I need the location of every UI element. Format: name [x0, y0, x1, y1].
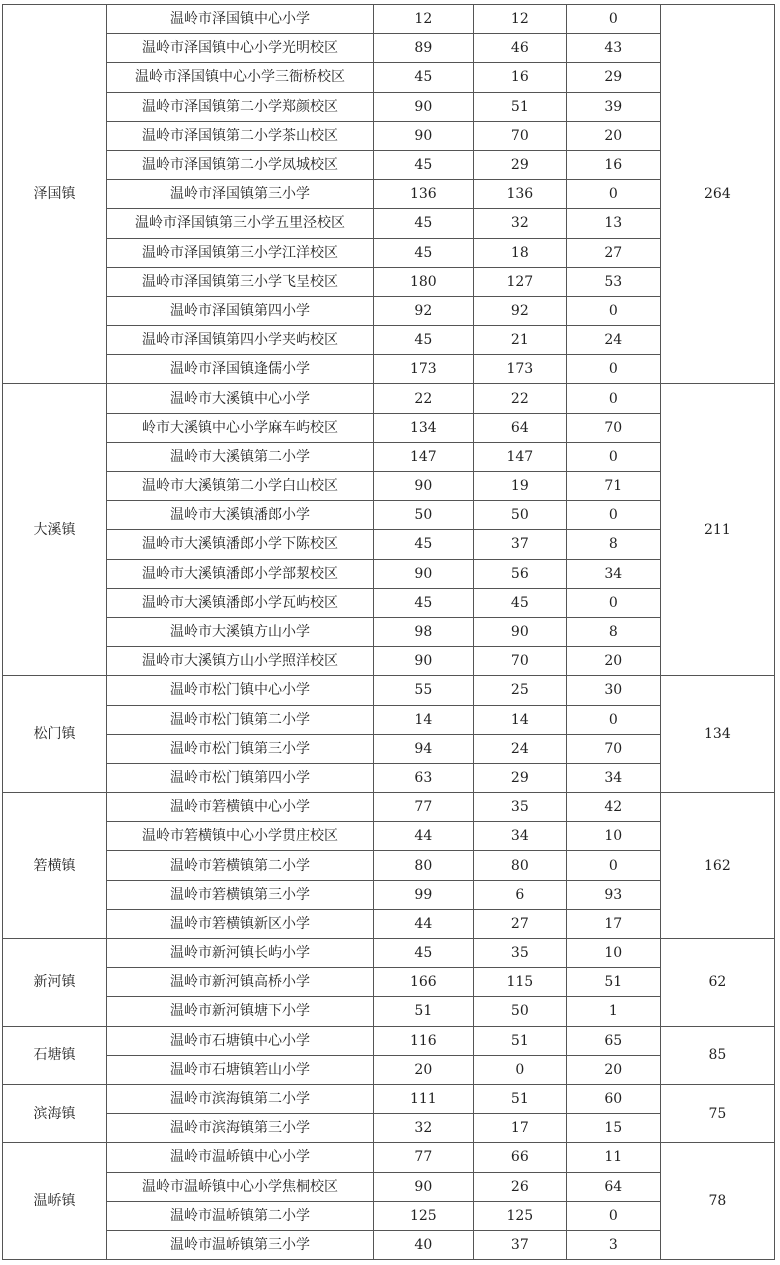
value-c-cell: 17: [566, 909, 660, 938]
value-a-cell: 94: [373, 734, 473, 763]
table-row: [3, 997, 775, 1026]
school-name-cell: 温岭市大溪镇潘郎小学下陈校区: [107, 530, 374, 559]
value-b-cell: 12: [473, 5, 566, 34]
value-b-cell: 6: [473, 880, 566, 909]
value-c-cell: 71: [566, 472, 660, 501]
table-row: [3, 647, 775, 676]
value-c-cell: 65: [566, 1026, 660, 1055]
value-b-cell: 90: [473, 617, 566, 646]
value-b-cell: 46: [473, 34, 566, 63]
school-name-cell: 温岭市泽国镇中心小学三衙桥校区: [107, 63, 374, 92]
table-row: [3, 5, 775, 34]
school-name-cell: 温岭市大溪镇潘郎小学: [107, 501, 374, 530]
value-c-cell: 0: [566, 180, 660, 209]
school-name-cell: 温岭市大溪镇第二小学白山校区: [107, 472, 374, 501]
value-c-cell: 42: [566, 793, 660, 822]
value-a-cell: 90: [373, 121, 473, 150]
value-b-cell: 51: [473, 1026, 566, 1055]
school-name-cell: 温岭市大溪镇第二小学: [107, 442, 374, 471]
value-c-cell: 11: [566, 1143, 660, 1172]
value-a-cell: 77: [373, 1143, 473, 1172]
school-name-cell: 温岭市泽国镇逢儒小学: [107, 355, 374, 384]
value-c-cell: 0: [566, 442, 660, 471]
value-a-cell: 111: [373, 1084, 473, 1113]
value-b-cell: 66: [473, 1143, 566, 1172]
table-row: [3, 939, 775, 968]
value-c-cell: 8: [566, 530, 660, 559]
town-total-cell: 162: [660, 793, 774, 939]
value-b-cell: 29: [473, 150, 566, 179]
value-c-cell: 70: [566, 413, 660, 442]
school-name-cell: 温岭市大溪镇中心小学: [107, 384, 374, 413]
value-b-cell: 147: [473, 442, 566, 471]
table-row: [3, 472, 775, 501]
value-c-cell: 70: [566, 734, 660, 763]
value-b-cell: 37: [473, 530, 566, 559]
school-name-cell: 温岭市新河镇塘下小学: [107, 997, 374, 1026]
value-c-cell: 0: [566, 1201, 660, 1230]
value-a-cell: 32: [373, 1114, 473, 1143]
table-row: [3, 1230, 775, 1259]
table-row: [3, 530, 775, 559]
value-b-cell: 34: [473, 822, 566, 851]
school-enrollment-table: [2, 4, 775, 1260]
table-body: [3, 5, 775, 1260]
table-row: [3, 793, 775, 822]
table-row: [3, 968, 775, 997]
value-c-cell: 8: [566, 617, 660, 646]
table-row: [3, 150, 775, 179]
town-cell: 滨海镇: [3, 1084, 107, 1142]
value-b-cell: 136: [473, 180, 566, 209]
table-row: [3, 588, 775, 617]
value-b-cell: 80: [473, 851, 566, 880]
school-name-cell: 温岭市泽国镇第二小学凤城校区: [107, 150, 374, 179]
value-a-cell: 134: [373, 413, 473, 442]
value-a-cell: 22: [373, 384, 473, 413]
school-name-cell: 温岭市泽国镇第三小学五里泾校区: [107, 209, 374, 238]
school-name-cell: 温岭市箬横镇中心小学: [107, 793, 374, 822]
value-a-cell: 12: [373, 5, 473, 34]
value-a-cell: 45: [373, 63, 473, 92]
table-row: [3, 909, 775, 938]
value-a-cell: 99: [373, 880, 473, 909]
value-a-cell: 55: [373, 676, 473, 705]
value-c-cell: 10: [566, 939, 660, 968]
value-b-cell: 51: [473, 1084, 566, 1113]
value-a-cell: 14: [373, 705, 473, 734]
table-row: [3, 355, 775, 384]
value-a-cell: 45: [373, 209, 473, 238]
value-c-cell: 93: [566, 880, 660, 909]
value-a-cell: 166: [373, 968, 473, 997]
school-name-cell: 温岭市温峤镇中心小学: [107, 1143, 374, 1172]
table-row: [3, 851, 775, 880]
town-cell: 石塘镇: [3, 1026, 107, 1084]
value-b-cell: 50: [473, 997, 566, 1026]
town-total-cell: 75: [660, 1084, 774, 1142]
value-c-cell: 10: [566, 822, 660, 851]
school-name-cell: 温岭市大溪镇方山小学照洋校区: [107, 647, 374, 676]
table-row: [3, 238, 775, 267]
value-b-cell: 173: [473, 355, 566, 384]
value-a-cell: 45: [373, 326, 473, 355]
value-c-cell: 15: [566, 1114, 660, 1143]
value-b-cell: 35: [473, 793, 566, 822]
value-b-cell: 56: [473, 559, 566, 588]
value-c-cell: 30: [566, 676, 660, 705]
town-total-cell: 78: [660, 1143, 774, 1260]
value-c-cell: 39: [566, 92, 660, 121]
school-name-cell: 温岭市大溪镇潘郎小学瓦屿校区: [107, 588, 374, 617]
value-a-cell: 63: [373, 763, 473, 792]
school-name-cell: 温岭市滨海镇第三小学: [107, 1114, 374, 1143]
value-b-cell: 125: [473, 1201, 566, 1230]
school-name-cell: 岭市大溪镇中心小学麻车屿校区: [107, 413, 374, 442]
value-b-cell: 18: [473, 238, 566, 267]
table-row: [3, 1114, 775, 1143]
table-row: [3, 63, 775, 92]
school-name-cell: 温岭市温峤镇中心小学焦桐校区: [107, 1172, 374, 1201]
school-name-cell: 温岭市泽国镇第四小学: [107, 296, 374, 325]
value-c-cell: 34: [566, 763, 660, 792]
value-c-cell: 60: [566, 1084, 660, 1113]
table-row: [3, 1143, 775, 1172]
school-name-cell: 温岭市温峤镇第三小学: [107, 1230, 374, 1259]
table-row: [3, 1026, 775, 1055]
value-a-cell: 45: [373, 939, 473, 968]
table-row: [3, 326, 775, 355]
table-row: [3, 442, 775, 471]
value-a-cell: 90: [373, 472, 473, 501]
value-b-cell: 37: [473, 1230, 566, 1259]
town-cell: 新河镇: [3, 939, 107, 1027]
table-row: [3, 384, 775, 413]
value-c-cell: 0: [566, 705, 660, 734]
value-a-cell: 125: [373, 1201, 473, 1230]
school-name-cell: 温岭市新河镇长屿小学: [107, 939, 374, 968]
value-a-cell: 45: [373, 238, 473, 267]
school-name-cell: 温岭市泽国镇第三小学飞呈校区: [107, 267, 374, 296]
table-row: [3, 617, 775, 646]
value-c-cell: 43: [566, 34, 660, 63]
table-row: [3, 880, 775, 909]
value-c-cell: 0: [566, 5, 660, 34]
table-row: [3, 121, 775, 150]
value-a-cell: 92: [373, 296, 473, 325]
value-a-cell: 77: [373, 793, 473, 822]
value-a-cell: 44: [373, 822, 473, 851]
school-name-cell: 温岭市松门镇中心小学: [107, 676, 374, 705]
value-c-cell: 0: [566, 851, 660, 880]
school-name-cell: 温岭市箬横镇中心小学贯庄校区: [107, 822, 374, 851]
value-a-cell: 51: [373, 997, 473, 1026]
town-cell: 泽国镇: [3, 5, 107, 384]
school-name-cell: 温岭市大溪镇方山小学: [107, 617, 374, 646]
value-a-cell: 20: [373, 1055, 473, 1084]
town-total-cell: 85: [660, 1026, 774, 1084]
school-name-cell: 温岭市泽国镇第三小学江洋校区: [107, 238, 374, 267]
value-b-cell: 70: [473, 121, 566, 150]
town-total-cell: 211: [660, 384, 774, 676]
table-row: [3, 676, 775, 705]
value-c-cell: 13: [566, 209, 660, 238]
town-total-cell: 264: [660, 5, 774, 384]
value-a-cell: 89: [373, 34, 473, 63]
table-row: [3, 267, 775, 296]
school-name-cell: 温岭市泽国镇中心小学: [107, 5, 374, 34]
value-a-cell: 45: [373, 530, 473, 559]
table-row: [3, 413, 775, 442]
value-a-cell: 40: [373, 1230, 473, 1259]
value-b-cell: 127: [473, 267, 566, 296]
value-c-cell: 64: [566, 1172, 660, 1201]
value-b-cell: 32: [473, 209, 566, 238]
value-b-cell: 24: [473, 734, 566, 763]
table-row: [3, 34, 775, 63]
value-c-cell: 29: [566, 63, 660, 92]
town-total-cell: 134: [660, 676, 774, 793]
table-row: [3, 501, 775, 530]
value-c-cell: 20: [566, 121, 660, 150]
school-name-cell: 温岭市泽国镇第四小学夹屿校区: [107, 326, 374, 355]
school-name-cell: 温岭市松门镇第四小学: [107, 763, 374, 792]
value-b-cell: 16: [473, 63, 566, 92]
value-a-cell: 173: [373, 355, 473, 384]
school-name-cell: 温岭市温峤镇第二小学: [107, 1201, 374, 1230]
value-b-cell: 27: [473, 909, 566, 938]
value-b-cell: 115: [473, 968, 566, 997]
value-c-cell: 16: [566, 150, 660, 179]
town-cell: 温峤镇: [3, 1143, 107, 1260]
value-a-cell: 98: [373, 617, 473, 646]
value-b-cell: 50: [473, 501, 566, 530]
value-b-cell: 0: [473, 1055, 566, 1084]
school-name-cell: 温岭市松门镇第三小学: [107, 734, 374, 763]
value-b-cell: 92: [473, 296, 566, 325]
value-b-cell: 17: [473, 1114, 566, 1143]
table-row: [3, 296, 775, 325]
school-name-cell: 温岭市松门镇第二小学: [107, 705, 374, 734]
value-a-cell: 116: [373, 1026, 473, 1055]
value-c-cell: 0: [566, 501, 660, 530]
school-name-cell: 温岭市泽国镇第三小学: [107, 180, 374, 209]
value-b-cell: 70: [473, 647, 566, 676]
table-row: [3, 1201, 775, 1230]
school-name-cell: 温岭市大溪镇潘郎小学部洯校区: [107, 559, 374, 588]
school-name-cell: 温岭市泽国镇中心小学光明校区: [107, 34, 374, 63]
value-b-cell: 22: [473, 384, 566, 413]
town-cell: 大溪镇: [3, 384, 107, 676]
value-b-cell: 29: [473, 763, 566, 792]
value-c-cell: 24: [566, 326, 660, 355]
value-c-cell: 20: [566, 647, 660, 676]
school-name-cell: 温岭市泽国镇第二小学茶山校区: [107, 121, 374, 150]
value-c-cell: 20: [566, 1055, 660, 1084]
town-cell: 箬横镇: [3, 793, 107, 939]
school-name-cell: 温岭市泽国镇第二小学郑颜校区: [107, 92, 374, 121]
value-b-cell: 14: [473, 705, 566, 734]
school-name-cell: 温岭市石塘镇箬山小学: [107, 1055, 374, 1084]
table-row: [3, 92, 775, 121]
value-a-cell: 180: [373, 267, 473, 296]
value-c-cell: 27: [566, 238, 660, 267]
value-c-cell: 0: [566, 384, 660, 413]
value-b-cell: 45: [473, 588, 566, 617]
value-a-cell: 147: [373, 442, 473, 471]
school-name-cell: 温岭市石塘镇中心小学: [107, 1026, 374, 1055]
value-a-cell: 80: [373, 851, 473, 880]
value-c-cell: 0: [566, 355, 660, 384]
value-a-cell: 45: [373, 150, 473, 179]
table-row: [3, 822, 775, 851]
value-a-cell: 90: [373, 92, 473, 121]
town-cell: 松门镇: [3, 676, 107, 793]
value-b-cell: 21: [473, 326, 566, 355]
value-a-cell: 90: [373, 559, 473, 588]
value-b-cell: 51: [473, 92, 566, 121]
town-total-cell: 62: [660, 939, 774, 1027]
value-c-cell: 0: [566, 296, 660, 325]
value-c-cell: 34: [566, 559, 660, 588]
value-c-cell: 3: [566, 1230, 660, 1259]
table-row: [3, 209, 775, 238]
table-row: [3, 1084, 775, 1113]
school-name-cell: 温岭市箬横镇新区小学: [107, 909, 374, 938]
school-name-cell: 温岭市箬横镇第三小学: [107, 880, 374, 909]
value-a-cell: 90: [373, 647, 473, 676]
value-b-cell: 26: [473, 1172, 566, 1201]
table-row: [3, 734, 775, 763]
table-row: [3, 559, 775, 588]
school-name-cell: 温岭市新河镇高桥小学: [107, 968, 374, 997]
value-c-cell: 53: [566, 267, 660, 296]
value-a-cell: 45: [373, 588, 473, 617]
table-row: [3, 705, 775, 734]
value-b-cell: 35: [473, 939, 566, 968]
value-b-cell: 19: [473, 472, 566, 501]
value-a-cell: 50: [373, 501, 473, 530]
value-b-cell: 25: [473, 676, 566, 705]
value-c-cell: 0: [566, 588, 660, 617]
value-c-cell: 1: [566, 997, 660, 1026]
value-a-cell: 44: [373, 909, 473, 938]
school-name-cell: 温岭市箬横镇第二小学: [107, 851, 374, 880]
value-a-cell: 90: [373, 1172, 473, 1201]
table-row: [3, 763, 775, 792]
value-b-cell: 64: [473, 413, 566, 442]
school-name-cell: 温岭市滨海镇第二小学: [107, 1084, 374, 1113]
table-row: [3, 1055, 775, 1084]
table-row: [3, 180, 775, 209]
table-row: [3, 1172, 775, 1201]
value-a-cell: 136: [373, 180, 473, 209]
value-c-cell: 51: [566, 968, 660, 997]
